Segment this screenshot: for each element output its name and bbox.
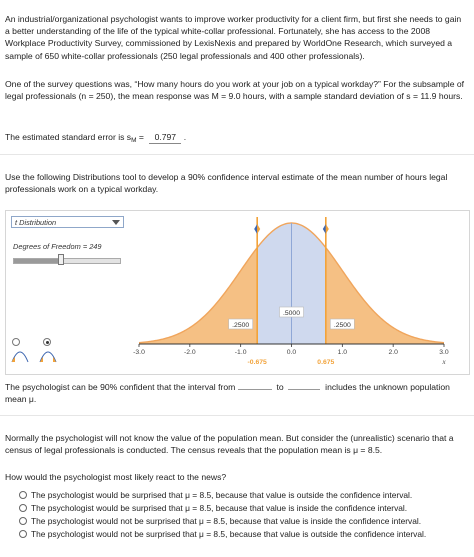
critical-value-label: -0.675 <box>247 359 267 366</box>
right-tail-area <box>326 248 444 344</box>
tool-instructions: Use the following Distributions tool to develop a 90% confidence interval estimate of the mean number of hours legal professionals work on a typical workday. <box>5 172 448 195</box>
distribution-dropdown-value: t Distribution <box>15 218 57 227</box>
interval-to: to <box>276 382 284 392</box>
option-text[interactable]: The psychologist would not be surprised that μ = 8.5, because that value is outside the confidence interval. <box>31 529 427 539</box>
se-prefix: The estimated standard error is s <box>5 132 132 142</box>
right-tail-label: .2500 <box>333 322 351 329</box>
center-area-label: .5000 <box>282 310 301 317</box>
se-answer-field[interactable]: 0.797 <box>149 131 181 144</box>
scenario-paragraph: Normally the psychologist will not know the value of the population mean. But consider the (unrealistic) scenario that a census of legal professionals is conducted. The census reveals that the population mean is μ = 8.5. <box>5 433 454 456</box>
option-radio[interactable] <box>19 491 27 499</box>
upper-bound-field[interactable] <box>288 380 320 390</box>
t-distribution-chart <box>6 211 469 374</box>
interval-statement <box>5 380 467 405</box>
critical-value-label: 0.675 <box>317 359 335 366</box>
x-tick-label: 3.0 <box>439 349 449 356</box>
x-tick-label: 2.0 <box>388 349 398 356</box>
x-tick-label: 0.0 <box>286 349 297 356</box>
option-text[interactable]: The psychologist would be surprised that μ = 8.5, because that value is outside the confidence interval. <box>31 490 413 500</box>
option-radio[interactable] <box>19 504 27 512</box>
x-axis-label: x <box>442 358 446 366</box>
drag-handle-icon <box>257 224 260 234</box>
option-radio[interactable] <box>19 530 27 538</box>
x-tick-label: -2.0 <box>183 349 196 356</box>
left-tail-area <box>139 248 257 344</box>
degrees-of-freedom-label: Degrees of Freedom = 249 <box>13 242 102 251</box>
divider <box>0 154 474 155</box>
option-text[interactable]: The psychologist would be surprised that μ = 8.5, because that value is inside the confidence interval. <box>31 503 408 513</box>
option-text[interactable]: The psychologist would not be surprised that μ = 8.5, because that value is inside the confidence interval. <box>31 516 422 526</box>
distributions-tool <box>5 210 470 375</box>
question-prompt: How would the psychologist most likely react to the news? <box>5 472 227 482</box>
question-paragraph: One of the survey questions was, “How many hours do you work at your job on a typical workday?” For the subsample of legal professionals (n = 250), the mean response was M = 9.0 hours, with a sample standard deviation of s = 11.9 hours. <box>5 79 465 102</box>
interval-suffix: includes the unknown population mean μ. <box>5 382 450 405</box>
lower-bound-field[interactable] <box>238 380 272 390</box>
divider <box>0 415 474 416</box>
se-subscript: M <box>131 137 137 144</box>
intro-paragraph: An industrial/organizational psychologist wants to improve worker productivity for a client firm, but first she needs to gain a better understanding of the life of the typical white-collar professional. Fortunately, she has access to the 2008 Workplace Productivity Survey, commissioned by LexisNexis and prepared by WorldOne Research, which surveyed a sample of 650 white-collar professionals (250 legal professionals and 400 other professionals). <box>5 14 462 61</box>
x-tick-label: -1.0 <box>234 349 247 356</box>
option-radio[interactable] <box>19 517 27 525</box>
drag-handle-icon <box>326 224 329 234</box>
left-tail-label: .2500 <box>232 322 250 329</box>
x-tick-label: -3.0 <box>133 349 145 356</box>
se-suffix: . <box>183 132 187 142</box>
drag-handle-icon <box>254 224 257 234</box>
se-equals: = <box>136 132 147 142</box>
standard-error-line <box>5 131 467 145</box>
drag-handle-icon <box>323 224 326 234</box>
x-tick-label: 1.0 <box>337 349 348 356</box>
interval-prefix: The psychologist can be 90% confident that the interval from <box>5 382 236 392</box>
